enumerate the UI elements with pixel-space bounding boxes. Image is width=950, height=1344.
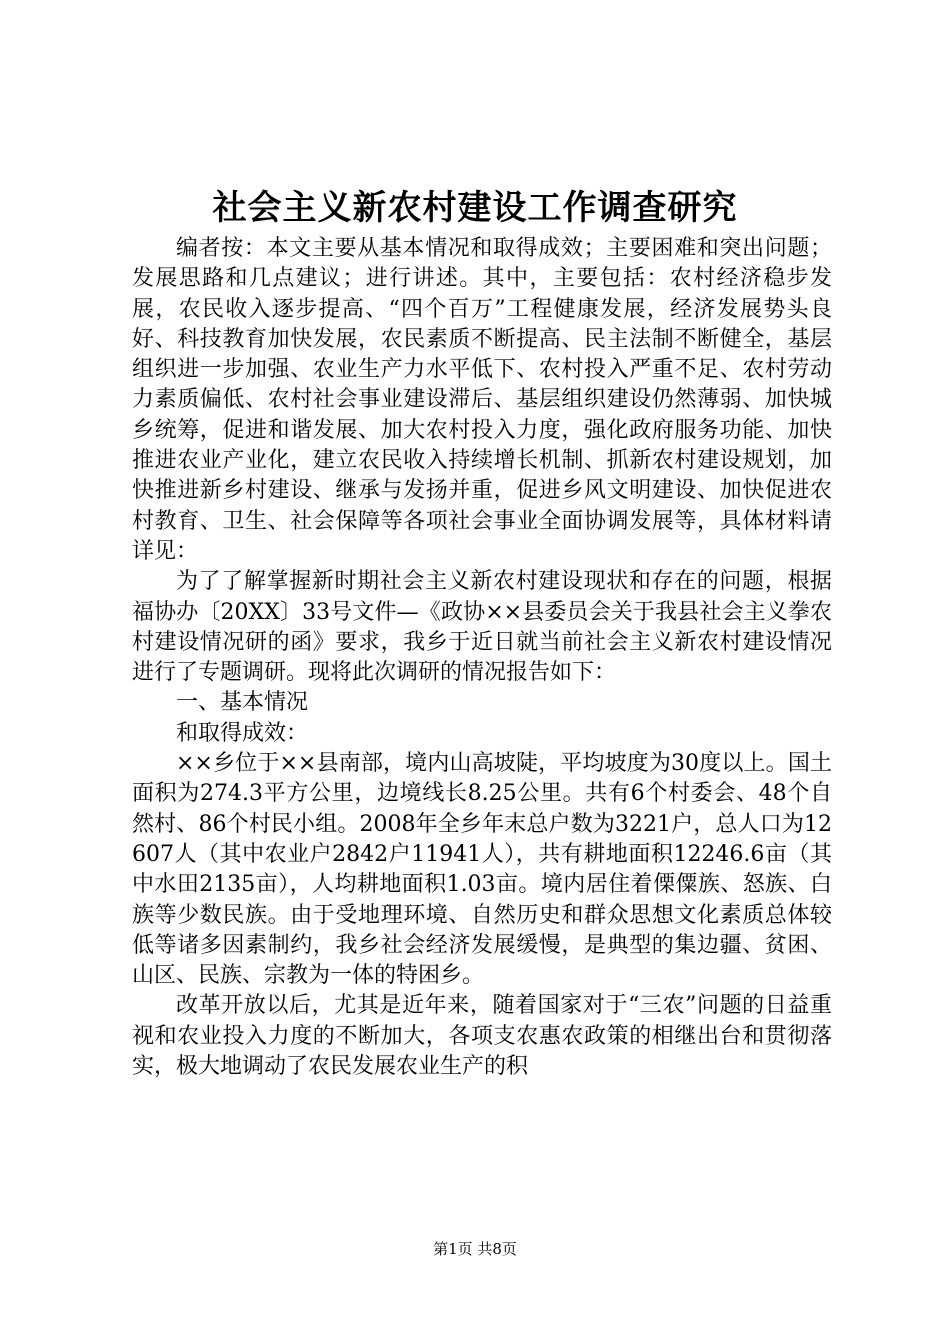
section-heading: 一、基本情况	[176, 690, 309, 716]
intro-paragraph: 为了了解掌握新时期社会主义新农村建设现状和存在的问题，根据福协办〔20XX〕33号文件—《政协××县委员会关于我县社会主义拳农村建设情况研的函》要求，我乡于近日就当前社会主义新农村建设情况进行了专题调研。现将此次调研的情况报告如下：	[132, 569, 832, 686]
page-number-footer: 第1页 共8页	[433, 1240, 517, 1258]
overview-paragraph: ××乡位于××县南部，境内山高坡陡，平均坡度为30度以上。国土面积为274.3平方公里，边境线长8.25公里。共有6个村委会、48个自然村、86个村民小组。2008年全乡年末总户数为3221户，总人口为12607人（其中农业户2842户11941人），共有耕地面积12246.6亩（其中水田2135亩），人均耕地面积1.03亩。境内居住着傈僳族、怒族、白族等少数民族。由于受地理环境、自然历史和群众思想文化素质总体较低等诸多因素制约，我乡社会经济发展缓慢，是典型的集边疆、贫困、山区、民族、宗教为一体的特困乡。	[132, 751, 832, 989]
document-title: 社会主义新农村建设工作调查研究	[212, 188, 738, 228]
editor-note-paragraph: 编者按：本文主要从基本情况和取得成效；主要困难和突出问题；发展思路和几点建议；进行讲述。其中，主要包括：农村经济稳步发展，农民收入逐步提高、“四个百万”工程健康发展，经济发展势头良好、科技教育加快发展，农民素质不断提高、民主法制不断健全，基层组织进一步加强、农业生产力水平低下、农村投入严重不足、农村劳动力素质偏低、农村社会事业建设滞后、基层组织建设仍然薄弱、加快城乡统筹，促进和谐发展、加大农村投入力度，强化政府服务功能、加快推进农业产业化，建立农民收入持续增长机制、抓新农村建设规划，加快推进新乡村建设、继承与发扬并重，促进乡风文明建设、加快促进农村教育、卫生、社会保障等各项社会事业全面协调发展等，具体材料请详见：	[132, 236, 832, 564]
document-body	[132, 234, 832, 1082]
section-heading-continued: 和取得成效：	[176, 720, 309, 746]
reform-paragraph: 改革开放以后，尤其是近年来，随着国家对于“三农”问题的日益重视和农业投入力度的不断加大，各项支农惠农政策的相继出台和贯彻落实，极大地调动了农民发展农业生产的积	[132, 993, 832, 1080]
